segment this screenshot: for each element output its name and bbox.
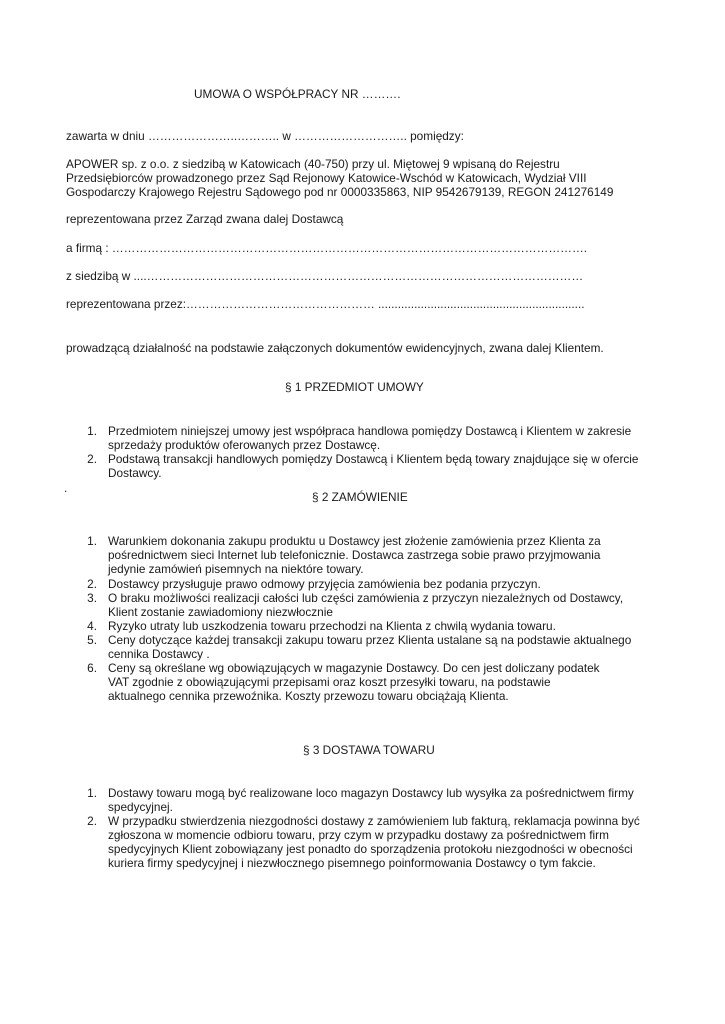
list-item-line: O braku możliwości realizacji całości lub części zamówienia z przyczyn niezależnych od Dostawcy, xyxy=(108,591,624,605)
list-item-number: 1. xyxy=(87,424,97,438)
list-item-line: jedynie zamówień pisemnych na niektóre towary. xyxy=(108,562,364,576)
list-item-number: 1. xyxy=(87,534,97,548)
section-1-heading: § 1 PRZEDMIOT UMOWY xyxy=(285,380,424,394)
firm-line: a firmą : …………………………………………………………………………………………………………. xyxy=(66,241,588,255)
list-item-line: spedycyjnej. xyxy=(108,800,173,814)
list-item-line: W przypadku stwierdzenia niezgodności dostawy z zamówieniem lub fakturą, reklamacja powinna być xyxy=(108,814,640,828)
list-item-number: 4. xyxy=(87,619,97,633)
list-item-line: Przedmiotem niniejszej umowy jest współpraca handlowa pomiędzy Dostawcą i Klientem w zakresie xyxy=(108,424,632,438)
represented-line: reprezentowana przez Zarząd zwana dalej Dostawcą xyxy=(66,212,344,226)
concluded-line: zawarta w dniu …………………..……….. w ……………………….. pomiędzy: xyxy=(66,129,464,143)
list-item-line: Ceny dotyczące każdej transakcji zakupu towaru przez Klienta ustalane są na podstawie aktualnego xyxy=(108,633,632,647)
list-item-number: 5. xyxy=(87,633,97,647)
list-item-line: Dostawcy. xyxy=(108,466,162,480)
list-item-line: VAT zgodnie z obowiązującymi przepisami oraz koszt przesyłki towaru, na podstawie xyxy=(108,675,551,689)
list-item-line: pośrednictwem sieci Internet lub telefonicznie. Dostawca zastrzega sobie prawo przyjmowania xyxy=(108,548,601,562)
company-line-2: Przedsiębiorców prowadzonego przez Sąd Rejonowy Katowice-Wschód w Katowicach, Wydział VIII xyxy=(66,171,587,185)
section-2-heading: § 2 ZAMÓWIENIE xyxy=(312,490,408,504)
list-item-line: Podstawą transakcji handlowych pomiędzy Dostawcą i Klientem będą towary znajdujące się w ofercie xyxy=(108,452,639,466)
list-item-line: Ceny są określane wg obowiązujących w magazynie Dostawcy. Do cen jest doliczany podatek xyxy=(108,661,600,675)
section-3-heading: § 3 DOSTAWA TOWARU xyxy=(303,743,435,757)
list-item-number: 2. xyxy=(87,452,97,466)
stray-dot: . xyxy=(64,481,68,495)
list-item-number: 2. xyxy=(87,814,97,828)
list-item-line: zgłoszona w momencie odbioru towaru, przy czym w przypadku dostawy za pośrednictwem firm xyxy=(108,828,609,842)
list-item-line: Dostawy towaru mogą być realizowane loco magazyn Dostawcy lub wysyłka za pośrednictwem firmy xyxy=(108,786,634,800)
list-item-number: 3. xyxy=(87,591,97,605)
list-item-line: aktualnego cennika przewoźnika. Koszty przewozu towaru obciążają Klienta. xyxy=(108,689,509,703)
list-item-line: Warunkiem dokonania zakupu produktu u Dostawcy jest złożenie zamówienia przez Klienta za xyxy=(108,534,601,548)
list-item-line: kuriera firmy spedycyjnej i niezwłocznego pisemnego poinformowania Dostawcy o tym fakcie. xyxy=(108,856,596,870)
rep-by-line: reprezentowana przez:………………………………………… ............................................................... xyxy=(66,297,585,311)
list-item-line: Dostawcy przysługuje prawo odmowy przyjęcia zamówienia bez podania przyczyn. xyxy=(108,577,541,591)
list-item-number: 1. xyxy=(87,786,97,800)
list-item-line: Ryzyko utraty lub uszkodzenia towaru przechodzi na Klienta z chwilą wydania towaru. xyxy=(108,619,556,633)
company-line-1: APOWER sp. z o.o. z siedzibą w Katowicach (40-750) przy ul. Miętowej 9 wpisaną do Rejestru xyxy=(66,157,560,171)
list-item-line: sprzedaży produktów oferowanych przez Dostawcę. xyxy=(108,438,381,452)
list-item-line: cennika Dostawcy . xyxy=(108,647,210,661)
activity-line: prowadzącą działalność na podstawie załączonych dokumentów ewidencyjnych, zwana dalej Klientem. xyxy=(66,341,604,355)
list-item-number: 2. xyxy=(87,577,97,591)
seat-line: z siedzibą w ....………………………………………………………………………………………………… xyxy=(66,269,584,283)
contract-title: UMOWA O WSPÓŁPRACY NR ………. xyxy=(194,87,401,101)
list-item-number: 6. xyxy=(87,661,97,675)
list-item-line: Klient zostanie zawiadomiony niezwłocznie xyxy=(108,605,333,619)
company-line-3: Gospodarczy Krajowego Rejestru Sądowego pod nr 0000335863, NIP 9542679139, REGON 241276149 xyxy=(66,185,614,199)
list-item-line: spedycyjnych Klient zobowiązany jest ponadto do sporządzenia protokołu niezgodności w obecności xyxy=(108,842,633,856)
